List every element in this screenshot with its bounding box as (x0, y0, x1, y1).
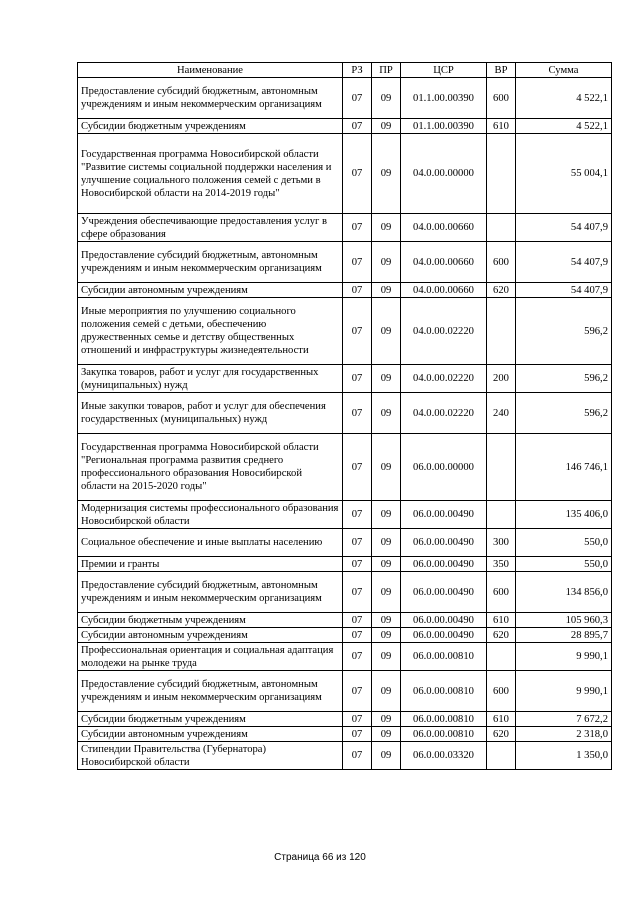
cell-pr: 09 (372, 365, 401, 393)
cell-vr (487, 501, 516, 529)
cell-sum: 146 746,1 (516, 434, 612, 501)
cell-csr: 04.0.00.00660 (401, 214, 487, 242)
cell-sum: 7 672,2 (516, 712, 612, 727)
cell-sum: 596,2 (516, 393, 612, 434)
table-row (78, 643, 612, 671)
cell-name: Предоставление субсидий бюджетным, автономным учреждениям и иным некоммерческим организациям (78, 78, 343, 119)
cell-pr: 09 (372, 501, 401, 529)
cell-name: Государственная программа Новосибирской области "Развитие системы социальной поддержки населения и улучшение социального положения семей с детьми в Новосибирской области на 2014-2019 годы" (78, 134, 343, 214)
cell-pr: 09 (372, 214, 401, 242)
cell-sum: 134 856,0 (516, 572, 612, 613)
cell-csr: 04.0.00.00660 (401, 242, 487, 283)
header-pr: ПР (372, 63, 401, 78)
cell-pr: 09 (372, 572, 401, 613)
cell-csr: 06.0.00.00490 (401, 613, 487, 628)
cell-vr: 200 (487, 365, 516, 393)
cell-rz: 07 (343, 78, 372, 119)
cell-pr: 09 (372, 671, 401, 712)
cell-pr: 09 (372, 283, 401, 298)
cell-name: Социальное обеспечение и иные выплаты населению (78, 529, 343, 557)
cell-name: Предоставление субсидий бюджетным, автономным учреждениям и иным некоммерческим организациям (78, 671, 343, 712)
cell-vr: 620 (487, 283, 516, 298)
cell-sum: 55 004,1 (516, 134, 612, 214)
cell-sum: 135 406,0 (516, 501, 612, 529)
cell-vr: 610 (487, 712, 516, 727)
cell-name: Иные мероприятия по улучшению социального положения семей с детьми, обеспечению дружественных семье и детству общественных отношений и инфраструктуры жизнедеятельности (78, 298, 343, 365)
cell-vr (487, 434, 516, 501)
cell-csr: 04.0.00.02220 (401, 298, 487, 365)
header-sum: Сумма (516, 63, 612, 78)
table-row (78, 572, 612, 613)
cell-vr: 600 (487, 242, 516, 283)
cell-sum: 4 522,1 (516, 119, 612, 134)
cell-name: Стипендии Правительства (Губернатора) Новосибирской области (78, 742, 343, 770)
cell-csr: 04.0.00.02220 (401, 365, 487, 393)
table-row (78, 501, 612, 529)
table-row (78, 671, 612, 712)
cell-rz: 07 (343, 572, 372, 613)
cell-name: Субсидии бюджетным учреждениям (78, 613, 343, 628)
cell-sum: 550,0 (516, 557, 612, 572)
cell-csr: 06.0.00.00490 (401, 501, 487, 529)
cell-name: Учреждения обеспечивающие предоставления услуг в сфере образования (78, 214, 343, 242)
table-row (78, 712, 612, 727)
table-row (78, 298, 612, 365)
cell-pr: 09 (372, 434, 401, 501)
cell-name: Премии и гранты (78, 557, 343, 572)
table-row (78, 242, 612, 283)
cell-vr (487, 214, 516, 242)
cell-rz: 07 (343, 365, 372, 393)
table-row (78, 613, 612, 628)
cell-pr: 09 (372, 643, 401, 671)
table-row (78, 283, 612, 298)
cell-csr: 01.1.00.00390 (401, 119, 487, 134)
cell-sum: 54 407,9 (516, 242, 612, 283)
cell-csr: 04.0.00.02220 (401, 393, 487, 434)
cell-rz: 07 (343, 134, 372, 214)
cell-name: Субсидии автономным учреждениям (78, 727, 343, 742)
cell-sum: 9 990,1 (516, 671, 612, 712)
cell-name: Субсидии бюджетным учреждениям (78, 712, 343, 727)
cell-csr: 06.0.00.00810 (401, 712, 487, 727)
cell-pr: 09 (372, 298, 401, 365)
cell-rz: 07 (343, 643, 372, 671)
cell-csr: 06.0.00.00000 (401, 434, 487, 501)
cell-pr: 09 (372, 529, 401, 557)
cell-name: Иные закупки товаров, работ и услуг для обеспечения государственных (муниципальных) нужд (78, 393, 343, 434)
cell-pr: 09 (372, 119, 401, 134)
cell-name: Предоставление субсидий бюджетным, автономным учреждениям и иным некоммерческим организациям (78, 572, 343, 613)
cell-vr: 610 (487, 613, 516, 628)
cell-sum: 105 960,3 (516, 613, 612, 628)
cell-sum: 1 350,0 (516, 742, 612, 770)
table-body (78, 78, 612, 770)
cell-sum: 54 407,9 (516, 214, 612, 242)
cell-sum: 596,2 (516, 365, 612, 393)
cell-sum: 4 522,1 (516, 78, 612, 119)
budget-table (77, 62, 612, 770)
cell-csr: 06.0.00.00490 (401, 557, 487, 572)
cell-rz: 07 (343, 557, 372, 572)
cell-csr: 01.1.00.00390 (401, 78, 487, 119)
cell-csr: 04.0.00.00000 (401, 134, 487, 214)
cell-csr: 06.0.00.03320 (401, 742, 487, 770)
cell-vr (487, 298, 516, 365)
cell-vr: 600 (487, 671, 516, 712)
cell-rz: 07 (343, 283, 372, 298)
cell-vr (487, 742, 516, 770)
cell-pr: 09 (372, 242, 401, 283)
table-row (78, 557, 612, 572)
cell-name: Предоставление субсидий бюджетным, автономным учреждениям и иным некоммерческим организациям (78, 242, 343, 283)
cell-name: Закупка товаров, работ и услуг для государственных (муниципальных) нужд (78, 365, 343, 393)
cell-pr: 09 (372, 393, 401, 434)
cell-sum: 550,0 (516, 529, 612, 557)
cell-csr: 06.0.00.00810 (401, 671, 487, 712)
cell-vr (487, 134, 516, 214)
cell-rz: 07 (343, 727, 372, 742)
cell-rz: 07 (343, 214, 372, 242)
table-row (78, 214, 612, 242)
cell-sum: 54 407,9 (516, 283, 612, 298)
cell-vr: 610 (487, 119, 516, 134)
cell-rz: 07 (343, 529, 372, 557)
header-name: Наименование (78, 63, 343, 78)
page-number: Страница 66 из 120 (274, 852, 366, 863)
cell-csr: 06.0.00.00810 (401, 643, 487, 671)
cell-rz: 07 (343, 298, 372, 365)
cell-vr: 600 (487, 572, 516, 613)
table-row (78, 628, 612, 643)
cell-vr: 600 (487, 78, 516, 119)
cell-sum: 596,2 (516, 298, 612, 365)
cell-pr: 09 (372, 134, 401, 214)
cell-vr: 620 (487, 628, 516, 643)
cell-sum: 2 318,0 (516, 727, 612, 742)
cell-vr (487, 643, 516, 671)
cell-rz: 07 (343, 393, 372, 434)
cell-rz: 07 (343, 242, 372, 283)
cell-rz: 07 (343, 613, 372, 628)
cell-name: Государственная программа Новосибирской области "Региональная программа развития среднего профессионального образования Новосибирской области на 2015-2020 годы" (78, 434, 343, 501)
cell-vr: 350 (487, 557, 516, 572)
table-row (78, 134, 612, 214)
cell-rz: 07 (343, 434, 372, 501)
cell-csr: 06.0.00.00810 (401, 727, 487, 742)
cell-name: Профессиональная ориентация и социальная адаптация молодежи на рынке труда (78, 643, 343, 671)
cell-pr: 09 (372, 557, 401, 572)
cell-pr: 09 (372, 613, 401, 628)
cell-pr: 09 (372, 628, 401, 643)
cell-sum: 9 990,1 (516, 643, 612, 671)
cell-csr: 06.0.00.00490 (401, 529, 487, 557)
cell-csr: 04.0.00.00660 (401, 283, 487, 298)
table-row (78, 78, 612, 119)
cell-vr: 240 (487, 393, 516, 434)
cell-name: Субсидии автономным учреждениям (78, 283, 343, 298)
header-vr: ВР (487, 63, 516, 78)
cell-pr: 09 (372, 727, 401, 742)
cell-pr: 09 (372, 742, 401, 770)
table-row (78, 393, 612, 434)
cell-rz: 07 (343, 628, 372, 643)
cell-name: Субсидии автономным учреждениям (78, 628, 343, 643)
cell-rz: 07 (343, 742, 372, 770)
cell-name: Субсидии бюджетным учреждениям (78, 119, 343, 134)
cell-csr: 06.0.00.00490 (401, 628, 487, 643)
table-row (78, 434, 612, 501)
cell-vr: 300 (487, 529, 516, 557)
header-csr: ЦСР (401, 63, 487, 78)
cell-csr: 06.0.00.00490 (401, 572, 487, 613)
cell-pr: 09 (372, 78, 401, 119)
cell-rz: 07 (343, 119, 372, 134)
table-row (78, 742, 612, 770)
cell-pr: 09 (372, 712, 401, 727)
cell-rz: 07 (343, 712, 372, 727)
table-row (78, 119, 612, 134)
table-row (78, 727, 612, 742)
cell-rz: 07 (343, 671, 372, 712)
cell-vr: 620 (487, 727, 516, 742)
header-rz: РЗ (343, 63, 372, 78)
table-row (78, 529, 612, 557)
cell-rz: 07 (343, 501, 372, 529)
table-header-row (78, 63, 612, 78)
cell-name: Модернизация системы профессионального образования Новосибирской области (78, 501, 343, 529)
table-row (78, 365, 612, 393)
cell-sum: 28 895,7 (516, 628, 612, 643)
